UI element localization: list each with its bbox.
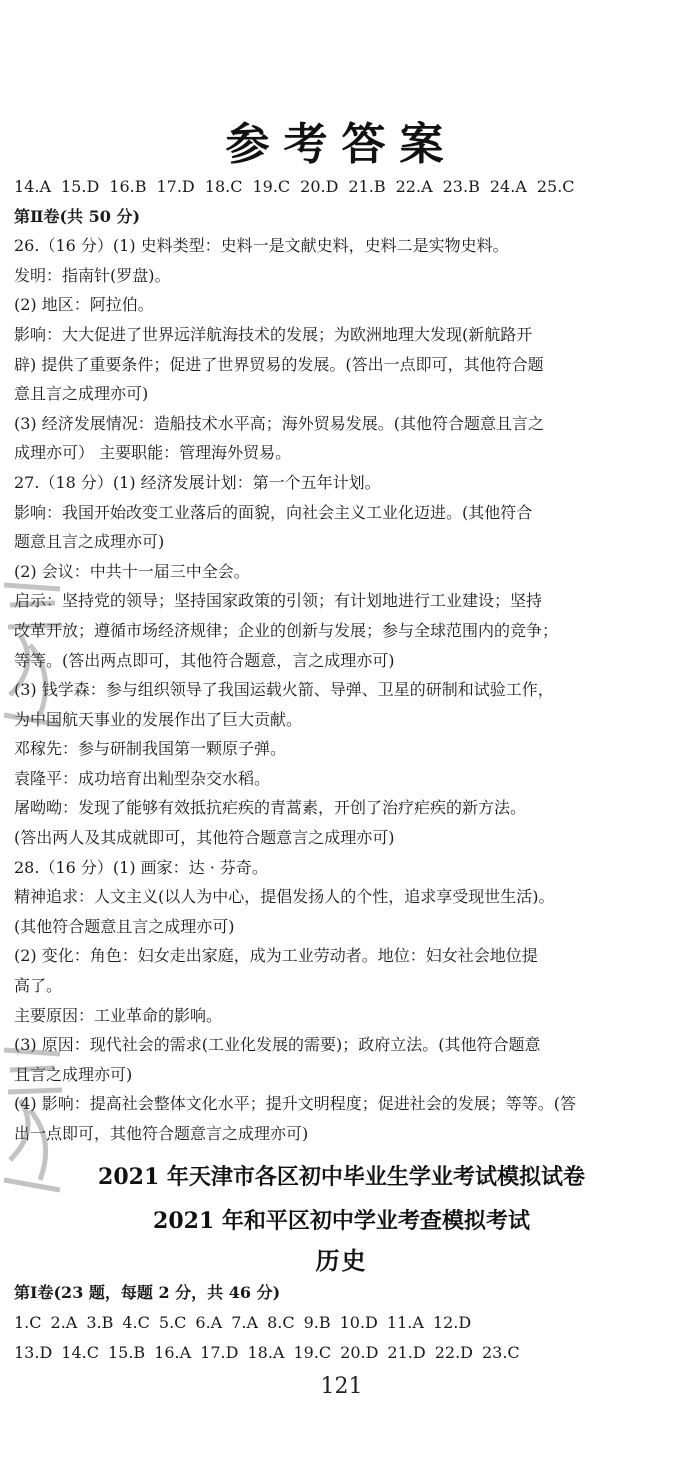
section-label: 第Ⅱ卷(共 50 分) [14,206,141,226]
answer-line: 袁隆平：成功培育出籼型杂交水稻。 [14,768,271,788]
answer-line: 题意且言之成理亦可) [14,532,165,552]
answer-line: 成理亦可） 主要职能：管理海外贸易。 [14,443,292,463]
mc-answer: 16.A [154,1343,192,1362]
mc-answer: 4.C [122,1313,150,1332]
answer-line: 为中国航天事业的发展作出了巨大贡献。 [14,709,303,729]
mc-answer: 14.C [61,1343,99,1362]
watermark-graphic [0,575,70,735]
mc-answer: 13.D [14,1343,53,1362]
answer-line: 发明：指南针(罗盘)。 [14,265,171,285]
answer-line: 屠呦呦：发现了能够有效抵抗疟疾的青蒿素，开创了治疗疟疾的新方法。 [14,798,527,818]
answer-line: 高了。 [14,976,63,996]
exam-subheading: 2021 年和平区初中学业考查模拟考试 [153,1208,530,1234]
mc-answer: 21.D [387,1343,426,1362]
mc-answer: 18.A [247,1343,285,1362]
answer-line: 辟) 提供了重要条件；促进了世界贸易的发展。(答出一点即可，其他符合题 [14,354,544,374]
answer-line: 等等。(答出两点即可，其他符合题意，言之成理亦可) [14,650,395,670]
answer-body [14,172,644,1149]
mc-answer: 15.B [107,1343,146,1362]
answer-line: (答出两人及其成就即可，其他符合题意言之成理亦可) [14,828,395,848]
mc-answer: 1.C [14,1313,42,1332]
mc-answer: 22.A [395,177,433,196]
mc-answer: 19.C [293,1343,332,1362]
watermark-graphic [0,1040,70,1200]
answer-line: 28.（16 分）(1) 画家：达 · 芬奇。 [14,857,268,877]
mc-answer: 22.D [434,1343,473,1362]
mc-answer: 9.B [303,1313,331,1332]
answer-line: 主要原因：工业革命的影响。 [14,1005,223,1025]
mc-answer: 2.A [50,1313,78,1332]
mc-answer: 20.D [300,177,339,196]
mc-answer: 5.C [158,1313,187,1332]
answer-line: 改革开放；遵循市场经济规律；企业的创新与发展；参与全球范围内的竞争； [14,620,559,640]
answer-line: 影响：我国开始改变工业落后的面貌，向社会主义工业化迈进。(其他符合 [14,502,533,522]
answer-line: (2) 变化：角色：妇女走出家庭，成为工业劳动者。地位：妇女社会地位提 [14,946,538,966]
mc-answer: 21.B [348,177,386,196]
subject-heading: 历史 [315,1246,368,1275]
answer-line: 影响：大大促进了世界远洋航海技术的发展；为欧洲地理大发现(新航路开 [14,324,533,344]
mc-answer: 20.D [340,1343,379,1362]
mc-answer: 15.D [61,177,100,196]
mc-answer: 10.D [339,1313,378,1332]
mc-answers-row [14,1338,654,1368]
answer-line: (3) 原因：现代社会的需求(工业化发展的需要)；政府立法。(其他符合题意 [14,1035,541,1055]
answer-line: 邓稼先：参与研制我国第一颗原子弹。 [14,739,287,759]
answer-line: 27.（18 分）(1) 经济发展计划：第一个五年计划。 [14,472,381,492]
answer-line: 意且言之成理亦可) [14,384,149,404]
mc-answer: 3.B [86,1313,114,1332]
mc-answer: 25.C [536,177,575,196]
exam-heading: 2021 年天津市各区初中毕业生学业考试模拟试卷 [98,1164,585,1190]
mc-answer: 24.A [489,177,527,196]
answer-line: (3) 经济发展情况：造船技术水平高；海外贸易发展。(其他符合题意且言之 [14,413,544,433]
mc-answer: 23.C [481,1343,520,1362]
answer-line: 启示：坚持党的领导；坚持国家政策的引领；有计划地进行工业建设；坚持 [14,591,543,611]
section-label: 第Ⅰ卷(23 题，每题 2 分，共 46 分) [14,1283,281,1302]
answer-line: 且言之成理亦可) [14,1064,133,1084]
mc-answer: 14.A [14,177,51,196]
section-one-answers [14,1278,654,1368]
answer-line: 出一点即可，其他符合题意言之成理亦可) [14,1124,309,1143]
mc-answer: 19.C [252,177,291,196]
answer-line: 精神追求：人文主义(以人为中心，提倡发扬人的个性，追求享受现世生活)。 [14,887,555,907]
mc-answer: 18.C [204,177,243,196]
answer-line: (其他符合题意且言之成理亦可) [14,916,235,936]
answer-line: 26.（16 分）(1) 史料类型：史料一是文献史料，史料二是实物史料。 [14,236,509,256]
answer-line: (2) 地区：阿拉伯。 [14,295,154,315]
answer-line: (2) 会议：中共十一届三中全会。 [14,561,250,581]
mc-answer: 17.D [156,177,195,196]
answer-line: (4) 影响：提高社会整体文化水平；提升文明程度；促进社会的发展；等等。(答 [14,1094,576,1114]
mc-answer: 17.D [200,1343,239,1362]
mc-answers-row [14,1308,654,1338]
mc-answer: 7.A [231,1313,259,1332]
page-title: 参考答案 [225,119,458,170]
mc-answer: 12.D [432,1313,472,1332]
mc-answer: 23.B [442,177,480,196]
mc-answer: 8.C [267,1313,295,1332]
mc-answer: 6.A [195,1313,223,1332]
mc-answer: 16.B [109,177,147,196]
mc-answers-row [14,172,644,202]
mc-answer: 11.A [386,1313,424,1332]
page-number: 121 [320,1374,363,1399]
answer-line: (3) 钱学森：参与组织领导了我国运载火箭、导弹、卫星的研制和试验工作， [14,680,554,700]
